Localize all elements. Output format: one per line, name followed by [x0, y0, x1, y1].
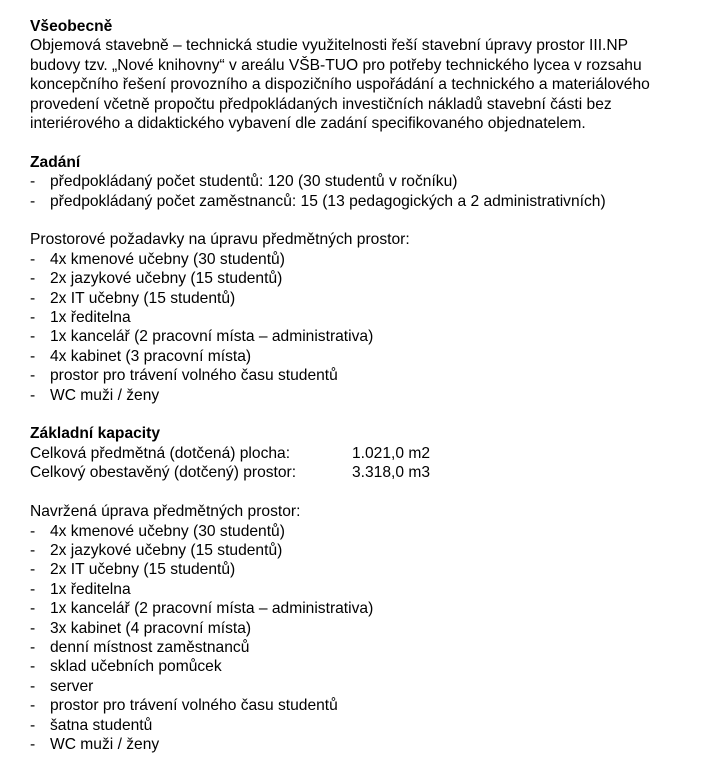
dash-marker: -: [30, 619, 36, 637]
list-item: [30, 696, 700, 715]
list-item: [30, 735, 700, 754]
list-item: [30, 638, 700, 657]
list-item: [30, 716, 700, 735]
capacity-label: Celkový obestavěný (dotčený) prostor:: [30, 464, 297, 482]
spacer: [30, 133, 700, 152]
dash-marker: -: [30, 580, 36, 598]
list-item-text: 2x jazykové učebny (15 studentů): [50, 270, 283, 288]
dash-marker: -: [30, 561, 36, 579]
list-item: [30, 386, 700, 405]
general-line: interiérového a didaktického vybavení dle zadání specifikovaného objednatelem.: [30, 115, 586, 133]
list-item: [30, 657, 700, 676]
dash-marker: -: [30, 386, 36, 404]
list-item: [30, 269, 700, 288]
dash-marker: -: [30, 347, 36, 365]
dash-marker: -: [30, 270, 36, 288]
list-item: [30, 580, 700, 599]
general-line: koncepčního řešení provozního a dispozičního uspořádání a technického a materiálového: [30, 76, 650, 94]
list-item: [30, 327, 700, 346]
list-item-text: 4x kabinet (3 pracovní místa): [50, 347, 252, 365]
list-item-text: 1x ředitelna: [50, 309, 131, 327]
capacity-value: 3.318,0 m3: [352, 464, 431, 482]
list-item-text: WC muži / ženy: [50, 386, 160, 404]
spacer: [30, 405, 700, 424]
list-item: [30, 599, 700, 618]
requirements-intro: Prostorové požadavky na úpravu předmětných prostor:: [30, 231, 410, 249]
dash-marker: -: [30, 658, 36, 676]
list-item-text: 1x ředitelna: [50, 580, 131, 598]
general-line: budovy tzv. „Nové knihovny“ v areálu VŠB-TUO pro potřeby technického lycea v rozsahu: [30, 56, 642, 74]
list-item-text: předpokládaný počet zaměstnanců: 15 (13 pedagogických a 2 administrativních): [50, 192, 606, 210]
list-item-text: 3x kabinet (4 pracovní místa): [50, 619, 252, 637]
capacities-section: [30, 424, 700, 482]
list-item: [30, 366, 700, 385]
dash-marker: -: [30, 192, 36, 210]
general-heading: Všeobecně: [30, 18, 113, 35]
proposal-section: [30, 502, 700, 754]
list-item-text: 1x kancelář (2 pracovní místa – administrativa): [50, 328, 374, 346]
general-line: Objemová stavebně – technická studie využitelnosti řeší stavební úpravy prostor III.NP: [30, 37, 629, 55]
capacity-value: 1.021,0 m2: [352, 444, 431, 462]
spacer: [30, 211, 700, 230]
list-item: [30, 560, 700, 579]
list-item-text: 2x IT učebny (15 studentů): [50, 561, 236, 579]
list-item-text: 4x kmenové učebny (30 studentů): [50, 522, 285, 540]
list-item: [30, 677, 700, 696]
list-item-text: sklad učebních pomůcek: [50, 658, 222, 676]
dash-marker: -: [30, 250, 36, 268]
proposal-list: [30, 522, 700, 755]
list-item-text: server: [50, 677, 94, 695]
dash-marker: -: [30, 600, 36, 618]
list-item: [30, 522, 700, 541]
list-item-text: předpokládaný počet studentů: 120 (30 studentů v ročníku): [50, 173, 458, 191]
capacity-label: Celková předmětná (dotčená) plocha:: [30, 444, 291, 462]
dash-marker: -: [30, 367, 36, 385]
dash-marker: -: [30, 697, 36, 715]
dash-marker: -: [30, 677, 36, 695]
general-line: provedení včetně propočtu předpokládaných investičních nákladů stavební části bez: [30, 95, 612, 113]
dash-marker: -: [30, 638, 36, 656]
list-item-text: prostor pro trávení volného času studentů: [50, 367, 338, 385]
list-item: [30, 308, 700, 327]
list-item-text: 4x kmenové učebny (30 studentů): [50, 250, 285, 268]
list-item: [30, 172, 700, 191]
dash-marker: -: [30, 289, 36, 307]
capacity-row: [30, 444, 700, 463]
dash-marker: -: [30, 309, 36, 327]
dash-marker: -: [30, 328, 36, 346]
dash-marker: -: [30, 173, 36, 191]
dash-marker: -: [30, 716, 36, 734]
list-item: [30, 192, 700, 211]
requirements-list: [30, 250, 700, 405]
spacer: [30, 483, 700, 502]
assignment-section: [30, 153, 700, 211]
proposal-intro: Navržená úprava předmětných prostor:: [30, 503, 301, 521]
list-item: [30, 541, 700, 560]
capacity-row: [30, 463, 700, 482]
assignment-heading: Zadání: [30, 153, 81, 171]
list-item-text: šatna studentů: [50, 716, 153, 734]
list-item-text: WC muži / ženy: [50, 735, 160, 753]
list-item-text: prostor pro trávení volného času studentů: [50, 697, 338, 715]
list-item: [30, 619, 700, 638]
list-item: [30, 347, 700, 366]
dash-marker: -: [30, 522, 36, 540]
requirements-section: [30, 230, 700, 405]
dash-marker: -: [30, 541, 36, 559]
list-item: [30, 250, 700, 269]
capacities-heading: Základní kapacity: [30, 425, 161, 443]
document-body: [30, 17, 700, 754]
list-item: [30, 289, 700, 308]
list-item-text: 2x IT učebny (15 studentů): [50, 289, 236, 307]
dash-marker: -: [30, 735, 36, 753]
list-item-text: denní místnost zaměstnanců: [50, 638, 250, 656]
assignment-list: [30, 172, 700, 211]
general-section: [30, 17, 700, 133]
list-item-text: 1x kancelář (2 pracovní místa – administrativa): [50, 600, 374, 618]
list-item-text: 2x jazykové učebny (15 studentů): [50, 541, 283, 559]
